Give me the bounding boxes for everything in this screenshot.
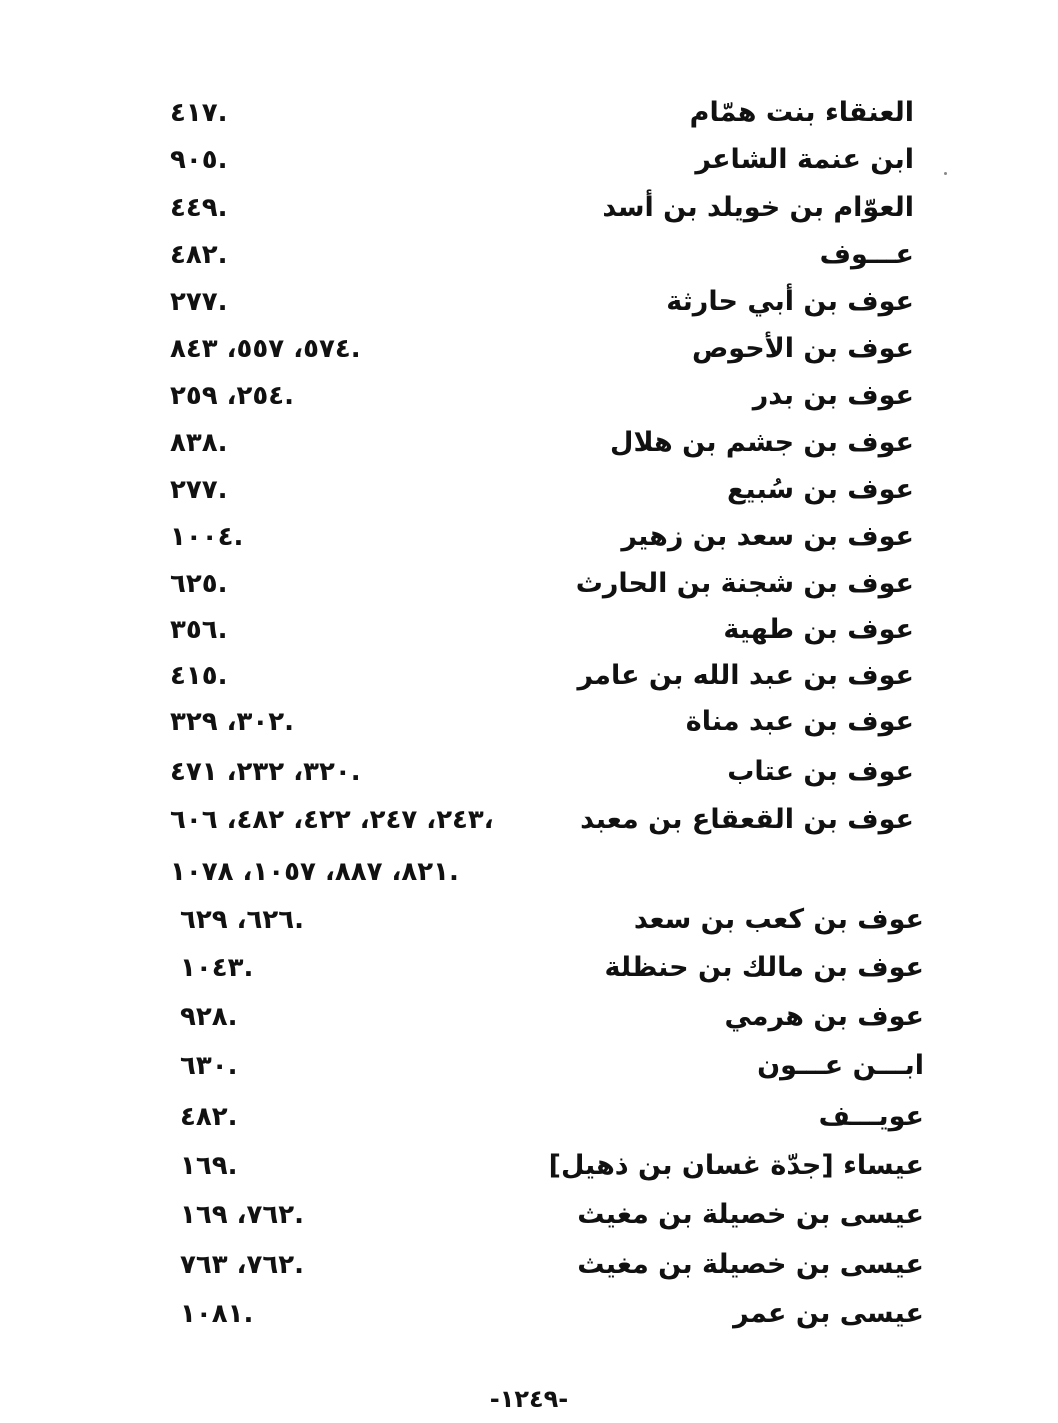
index-row	[0, 1192, 1058, 1238]
entry-name: ابـــن عـــون	[757, 1050, 924, 1081]
index-row	[0, 1291, 1058, 1337]
entry-name: العوّام بن خويلد بن أسد	[602, 192, 914, 223]
index-row	[0, 561, 1058, 607]
index-row	[0, 1143, 1058, 1189]
index-row	[0, 514, 1058, 560]
index-row	[0, 185, 1058, 231]
index-row	[0, 945, 1058, 991]
entry-name: عوف بن شجنة بن الحارث	[575, 568, 914, 599]
entry-name: عوف بن جشم بن هلال	[610, 427, 914, 458]
entry-pages: ١٠٤٣.	[180, 953, 254, 983]
entry-pages: ٤١٥.	[170, 661, 228, 691]
entry-name: عيسى بن خصيلة بن مغيث	[577, 1199, 924, 1230]
index-row	[0, 137, 1058, 183]
entry-name: عوف بن عتاب	[727, 756, 914, 787]
index-row	[0, 699, 1058, 745]
entry-pages: ٣٠٢، ٣٢٩.	[170, 707, 295, 737]
entry-pages: ٤٨٢.	[170, 240, 228, 270]
entry-name: عوف بن بدر	[752, 380, 914, 411]
entry-name: عوف بن القعقاع بن معبد	[580, 804, 914, 835]
entry-pages: ٢٧٧.	[170, 287, 228, 317]
entry-name: عوف بن مالك بن حنظلة	[604, 952, 924, 983]
index-row	[0, 279, 1058, 325]
entry-pages: ٧٦٢، ١٦٩.	[180, 1200, 305, 1230]
index-row	[0, 420, 1058, 466]
entry-name: ابن عنمة الشاعر	[695, 144, 914, 175]
entry-pages: ٦٣٠.	[180, 1051, 238, 1081]
entry-pages: ٨٢١، ٨٨٧، ١٠٥٧، ١٠٧٨.	[170, 857, 459, 887]
entry-pages: ٢٤٣، ٢٤٧، ٤٢٢، ٤٨٢، ٦٠٦،	[170, 805, 494, 835]
entry-name: عوف بن كعب بن سعد	[633, 904, 924, 935]
entry-pages: ٣٥٦.	[170, 615, 228, 645]
scan-speck	[944, 172, 947, 175]
index-row	[0, 90, 1058, 136]
entry-pages: ٤٨٢.	[180, 1102, 238, 1132]
index-row	[0, 1242, 1058, 1288]
entry-pages: ٦٢٥.	[170, 569, 228, 599]
entry-pages: ٢٥٤، ٢٥٩.	[170, 381, 295, 411]
entry-pages: ٧٦٢، ٧٦٣.	[180, 1250, 305, 1280]
entry-name: عـــوف	[819, 239, 914, 270]
entry-pages: ٤٤٩.	[170, 193, 228, 223]
entry-name: عوف بن أبي حارثة	[666, 286, 914, 317]
entry-pages: ١٠٠٤.	[170, 522, 244, 552]
index-row	[0, 849, 1058, 895]
entry-name: عوف بن سعد بن زهير	[621, 521, 914, 552]
index-row	[0, 1043, 1058, 1089]
entry-pages: ٨٣٨.	[170, 428, 228, 458]
entry-pages: ٦٢٦، ٦٢٩.	[180, 905, 305, 935]
index-row	[0, 607, 1058, 653]
entry-pages: ١٠٨١.	[180, 1299, 254, 1329]
index-row	[0, 797, 1058, 843]
entry-name: عوف بن هرمي	[724, 1001, 924, 1032]
index-row	[0, 232, 1058, 278]
index-row	[0, 1094, 1058, 1140]
entry-name: عويـــف	[818, 1101, 924, 1132]
entry-pages: ٤١٧.	[170, 98, 228, 128]
entry-name: عيسى بن خصيلة بن مغيث	[577, 1249, 924, 1280]
index-row	[0, 897, 1058, 943]
entry-pages: ٩٢٨.	[180, 1002, 238, 1032]
entry-pages: ٢٧٧.	[170, 475, 228, 505]
entry-name: عوف بن سُبيع	[726, 474, 914, 505]
entry-name: عيساء [جدّة غسان بن ذهيل]	[548, 1150, 924, 1181]
entry-name: العنقاء بنت همّام	[689, 97, 914, 128]
index-row	[0, 467, 1058, 513]
index-row	[0, 749, 1058, 795]
entry-pages: ٣٢٠، ٢٣٢، ٤٧١.	[170, 757, 361, 787]
index-row	[0, 994, 1058, 1040]
page-number: -١٢٤٩-	[489, 1385, 569, 1413]
entry-name: عوف بن عبد الله بن عامر	[577, 660, 914, 691]
index-row	[0, 326, 1058, 372]
entry-pages: ١٦٩.	[180, 1151, 238, 1181]
index-row	[0, 653, 1058, 699]
entry-name: عوف بن طهية	[723, 614, 914, 645]
entry-name: عوف بن عبد مناة	[685, 706, 914, 737]
index-row	[0, 373, 1058, 419]
entry-pages: ٥٧٤، ٥٥٧، ٨٤٣.	[170, 334, 361, 364]
entry-pages: ٩٠٥.	[170, 145, 228, 175]
entry-name: عوف بن الأحوص	[691, 333, 914, 364]
entry-name: عيسى بن عمر	[733, 1298, 924, 1329]
